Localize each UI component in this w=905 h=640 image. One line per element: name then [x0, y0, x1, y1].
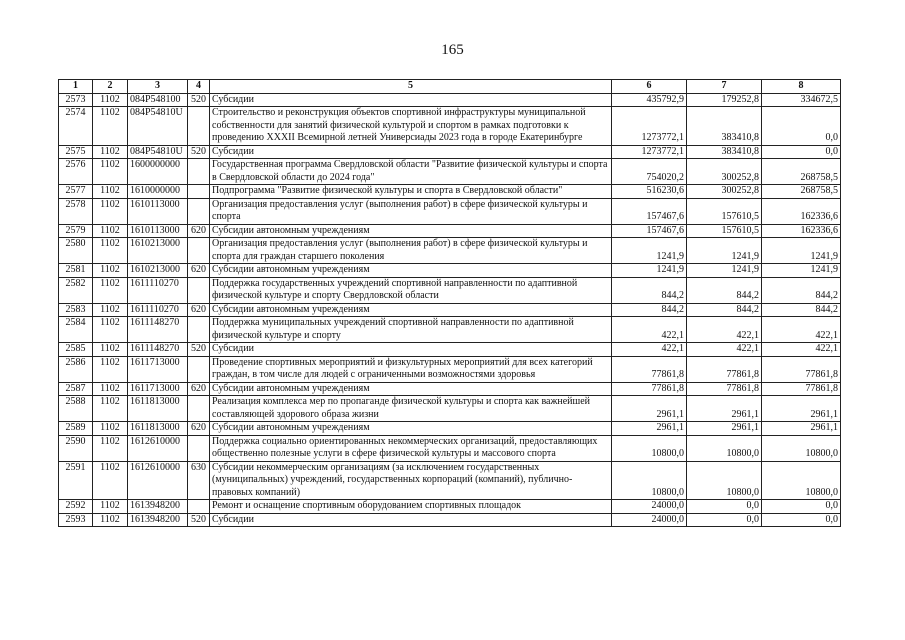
table-row [59, 303, 841, 317]
amount-column-7-cell: 2961,1 [687, 396, 762, 422]
amount-column-6-cell: 10800,0 [612, 435, 687, 461]
item-name-cell: Поддержка государственных учреждений спортивной направленности по адаптивной физической культуре и спорту Свердловской области [210, 277, 612, 303]
table-row [59, 396, 841, 422]
amount-column-7-cell: 10800,0 [687, 435, 762, 461]
column-header: 8 [762, 80, 841, 94]
item-name-cell: Субсидии автономным учреждениям [210, 422, 612, 436]
section-code-cell: 1102 [93, 264, 128, 278]
section-code-cell: 1102 [93, 513, 128, 527]
amount-column-7-cell: 179252,8 [687, 93, 762, 107]
row-number-cell: 2586 [59, 356, 93, 382]
amount-column-8-cell: 422,1 [762, 317, 841, 343]
amount-column-8-cell: 422,1 [762, 343, 841, 357]
amount-column-8-cell: 162336,6 [762, 224, 841, 238]
expense-type-cell [188, 277, 210, 303]
amount-column-7-cell: 77861,8 [687, 356, 762, 382]
section-code-cell: 1102 [93, 107, 128, 146]
row-number-cell: 2579 [59, 224, 93, 238]
target-article-code-cell: 1610000000 [128, 185, 188, 199]
section-code-cell: 1102 [93, 185, 128, 199]
section-code-cell: 1102 [93, 145, 128, 159]
amount-column-7-cell: 0,0 [687, 500, 762, 514]
amount-column-8-cell: 2961,1 [762, 422, 841, 436]
target-article-code-cell: 1611713000 [128, 382, 188, 396]
amount-column-8-cell: 334672,5 [762, 93, 841, 107]
row-number-cell: 2573 [59, 93, 93, 107]
target-article-code-cell: 1600000000 [128, 159, 188, 185]
row-number-cell: 2580 [59, 238, 93, 264]
item-name-cell: Субсидии автономным учреждениям [210, 303, 612, 317]
row-number-cell: 2575 [59, 145, 93, 159]
expense-type-cell: 620 [188, 382, 210, 396]
amount-column-6-cell: 844,2 [612, 277, 687, 303]
amount-column-6-cell: 77861,8 [612, 382, 687, 396]
amount-column-6-cell: 10800,0 [612, 461, 687, 500]
target-article-code-cell: 1611713000 [128, 356, 188, 382]
expense-type-cell: 620 [188, 303, 210, 317]
section-code-cell: 1102 [93, 317, 128, 343]
section-code-cell: 1102 [93, 356, 128, 382]
table-row [59, 461, 841, 500]
table-row [59, 422, 841, 436]
target-article-code-cell: 1610113000 [128, 198, 188, 224]
amount-column-7-cell: 300252,8 [687, 159, 762, 185]
amount-column-7-cell: 157610,5 [687, 224, 762, 238]
item-name-cell: Субсидии [210, 145, 612, 159]
target-article-code-cell: 1611110270 [128, 303, 188, 317]
amount-column-6-cell: 1241,9 [612, 238, 687, 264]
amount-column-6-cell: 844,2 [612, 303, 687, 317]
item-name-cell: Реализация комплекса мер по пропаганде физической культуры и спорта как важнейшей составляющей здорового образа жизни [210, 396, 612, 422]
amount-column-8-cell: 77861,8 [762, 356, 841, 382]
row-number-cell: 2593 [59, 513, 93, 527]
item-name-cell: Субсидии [210, 513, 612, 527]
expense-type-cell [188, 185, 210, 199]
section-code-cell: 1102 [93, 500, 128, 514]
expense-type-cell [188, 396, 210, 422]
item-name-cell: Субсидии автономным учреждениям [210, 382, 612, 396]
amount-column-7-cell: 0,0 [687, 513, 762, 527]
target-article-code-cell: 1611148270 [128, 343, 188, 357]
table-row [59, 277, 841, 303]
row-number-cell: 2584 [59, 317, 93, 343]
amount-column-6-cell: 157467,6 [612, 198, 687, 224]
item-name-cell: Субсидии [210, 343, 612, 357]
section-code-cell: 1102 [93, 396, 128, 422]
budget-table [58, 79, 841, 527]
column-header: 2 [93, 80, 128, 94]
amount-column-6-cell: 77861,8 [612, 356, 687, 382]
row-number-cell: 2576 [59, 159, 93, 185]
column-header: 6 [612, 80, 687, 94]
amount-column-8-cell: 844,2 [762, 303, 841, 317]
target-article-code-cell: 1611148270 [128, 317, 188, 343]
table-row [59, 343, 841, 357]
item-name-cell: Строительство и реконструкция объектов спортивной инфраструктуры муниципальной собственности для занятий физической культурой и спортом в рамках подготовки к проведению XXXII Всемирной летней Универсиады 2023 года в городе Екатеринбурге [210, 107, 612, 146]
expense-type-cell: 520 [188, 145, 210, 159]
section-code-cell: 1102 [93, 422, 128, 436]
target-article-code-cell: 1610213000 [128, 264, 188, 278]
table-row [59, 382, 841, 396]
table-header-row [59, 80, 841, 94]
row-number-cell: 2587 [59, 382, 93, 396]
amount-column-7-cell: 422,1 [687, 317, 762, 343]
target-article-code-cell: 1612610000 [128, 435, 188, 461]
target-article-code-cell: 084P548100 [128, 93, 188, 107]
expense-type-cell [188, 435, 210, 461]
item-name-cell: Проведение спортивных мероприятий и физкультурных мероприятий для всех категорий граждан, в том числе для людей с ограниченными возможностями здоровья [210, 356, 612, 382]
row-number-cell: 2592 [59, 500, 93, 514]
table-row [59, 145, 841, 159]
expense-type-cell: 620 [188, 264, 210, 278]
amount-column-8-cell: 1241,9 [762, 264, 841, 278]
row-number-cell: 2577 [59, 185, 93, 199]
section-code-cell: 1102 [93, 461, 128, 500]
amount-column-6-cell: 157467,6 [612, 224, 687, 238]
table-row [59, 513, 841, 527]
amount-column-8-cell: 268758,5 [762, 159, 841, 185]
expense-type-cell [188, 198, 210, 224]
amount-column-7-cell: 2961,1 [687, 422, 762, 436]
row-number-cell: 2588 [59, 396, 93, 422]
item-name-cell: Ремонт и оснащение спортивным оборудованием спортивных площадок [210, 500, 612, 514]
target-article-code-cell: 1611813000 [128, 396, 188, 422]
expense-type-cell [188, 356, 210, 382]
expense-type-cell [188, 159, 210, 185]
target-article-code-cell: 1610213000 [128, 238, 188, 264]
target-article-code-cell: 084P54810U [128, 107, 188, 146]
amount-column-7-cell: 77861,8 [687, 382, 762, 396]
section-code-cell: 1102 [93, 303, 128, 317]
table-row [59, 435, 841, 461]
section-code-cell: 1102 [93, 277, 128, 303]
amount-column-8-cell: 844,2 [762, 277, 841, 303]
table-row [59, 185, 841, 199]
section-code-cell: 1102 [93, 435, 128, 461]
section-code-cell: 1102 [93, 382, 128, 396]
item-name-cell: Поддержка муниципальных учреждений спортивной направленности по адаптивной физической культуре и спорту [210, 317, 612, 343]
section-code-cell: 1102 [93, 343, 128, 357]
row-number-cell: 2590 [59, 435, 93, 461]
column-header: 5 [210, 80, 612, 94]
amount-column-8-cell: 1241,9 [762, 238, 841, 264]
amount-column-8-cell: 77861,8 [762, 382, 841, 396]
table-row [59, 198, 841, 224]
amount-column-7-cell: 1241,9 [687, 264, 762, 278]
amount-column-6-cell: 1273772,1 [612, 145, 687, 159]
section-code-cell: 1102 [93, 93, 128, 107]
expense-type-cell: 520 [188, 93, 210, 107]
amount-column-8-cell: 2961,1 [762, 396, 841, 422]
row-number-cell: 2591 [59, 461, 93, 500]
item-name-cell: Подпрограмма "Развитие физической культуры и спорта в Свердловской области" [210, 185, 612, 199]
row-number-cell: 2578 [59, 198, 93, 224]
section-code-cell: 1102 [93, 198, 128, 224]
amount-column-6-cell: 435792,9 [612, 93, 687, 107]
expense-type-cell: 620 [188, 422, 210, 436]
amount-column-7-cell: 300252,8 [687, 185, 762, 199]
target-article-code-cell: 1612610000 [128, 461, 188, 500]
table-row [59, 317, 841, 343]
column-header: 7 [687, 80, 762, 94]
amount-column-7-cell: 383410,8 [687, 107, 762, 146]
page-number: 165 [441, 42, 464, 58]
section-code-cell: 1102 [93, 159, 128, 185]
amount-column-8-cell: 162336,6 [762, 198, 841, 224]
item-name-cell: Государственная программа Свердловской области "Развитие физической культуры и спорта в Свердловской области до 2024 года" [210, 159, 612, 185]
section-code-cell: 1102 [93, 238, 128, 264]
amount-column-6-cell: 1273772,1 [612, 107, 687, 146]
amount-column-6-cell: 516230,6 [612, 185, 687, 199]
column-header: 4 [188, 80, 210, 94]
target-article-code-cell: 1613948200 [128, 500, 188, 514]
expense-type-cell [188, 500, 210, 514]
expense-type-cell: 520 [188, 513, 210, 527]
expense-type-cell: 520 [188, 343, 210, 357]
table-row [59, 238, 841, 264]
target-article-code-cell: 1613948200 [128, 513, 188, 527]
amount-column-6-cell: 754020,2 [612, 159, 687, 185]
amount-column-8-cell: 0,0 [762, 145, 841, 159]
amount-column-7-cell: 844,2 [687, 277, 762, 303]
expense-type-cell: 630 [188, 461, 210, 500]
item-name-cell: Субсидии некоммерческим организациям (за исключением государственных (муниципальных) учреждений, государственных корпораций (компаний), публично-правовых компаний) [210, 461, 612, 500]
amount-column-7-cell: 10800,0 [687, 461, 762, 500]
amount-column-6-cell: 2961,1 [612, 396, 687, 422]
amount-column-7-cell: 422,1 [687, 343, 762, 357]
expense-type-cell: 620 [188, 224, 210, 238]
amount-column-8-cell: 268758,5 [762, 185, 841, 199]
expense-type-cell [188, 107, 210, 146]
table-row [59, 356, 841, 382]
amount-column-6-cell: 422,1 [612, 343, 687, 357]
row-number-cell: 2585 [59, 343, 93, 357]
amount-column-6-cell: 2961,1 [612, 422, 687, 436]
table-row [59, 93, 841, 107]
row-number-cell: 2582 [59, 277, 93, 303]
item-name-cell: Организация предоставления услуг (выполнения работ) в сфере физической культуры и спорта для граждан старшего поколения [210, 238, 612, 264]
amount-column-7-cell: 157610,5 [687, 198, 762, 224]
column-header: 3 [128, 80, 188, 94]
expense-type-cell [188, 238, 210, 264]
column-header: 1 [59, 80, 93, 94]
amount-column-8-cell: 0,0 [762, 513, 841, 527]
target-article-code-cell: 1610113000 [128, 224, 188, 238]
row-number-cell: 2581 [59, 264, 93, 278]
table-row [59, 107, 841, 146]
amount-column-6-cell: 24000,0 [612, 513, 687, 527]
row-number-cell: 2589 [59, 422, 93, 436]
amount-column-7-cell: 383410,8 [687, 145, 762, 159]
target-article-code-cell: 1611813000 [128, 422, 188, 436]
table-row [59, 500, 841, 514]
table-row [59, 224, 841, 238]
item-name-cell: Субсидии [210, 93, 612, 107]
amount-column-7-cell: 844,2 [687, 303, 762, 317]
target-article-code-cell: 084P54810U [128, 145, 188, 159]
item-name-cell: Субсидии автономным учреждениям [210, 264, 612, 278]
item-name-cell: Организация предоставления услуг (выполнения работ) в сфере физической культуры и спорта [210, 198, 612, 224]
amount-column-8-cell: 0,0 [762, 107, 841, 146]
amount-column-6-cell: 422,1 [612, 317, 687, 343]
amount-column-8-cell: 0,0 [762, 500, 841, 514]
section-code-cell: 1102 [93, 224, 128, 238]
amount-column-6-cell: 24000,0 [612, 500, 687, 514]
amount-column-8-cell: 10800,0 [762, 461, 841, 500]
amount-column-8-cell: 10800,0 [762, 435, 841, 461]
table-row [59, 264, 841, 278]
row-number-cell: 2574 [59, 107, 93, 146]
item-name-cell: Поддержка социально ориентированных некоммерческих организаций, предоставляющих общественно полезные услуги в сфере физической культуры и массового спорта [210, 435, 612, 461]
target-article-code-cell: 1611110270 [128, 277, 188, 303]
expense-type-cell [188, 317, 210, 343]
item-name-cell: Субсидии автономным учреждениям [210, 224, 612, 238]
amount-column-6-cell: 1241,9 [612, 264, 687, 278]
table-row [59, 159, 841, 185]
amount-column-7-cell: 1241,9 [687, 238, 762, 264]
row-number-cell: 2583 [59, 303, 93, 317]
